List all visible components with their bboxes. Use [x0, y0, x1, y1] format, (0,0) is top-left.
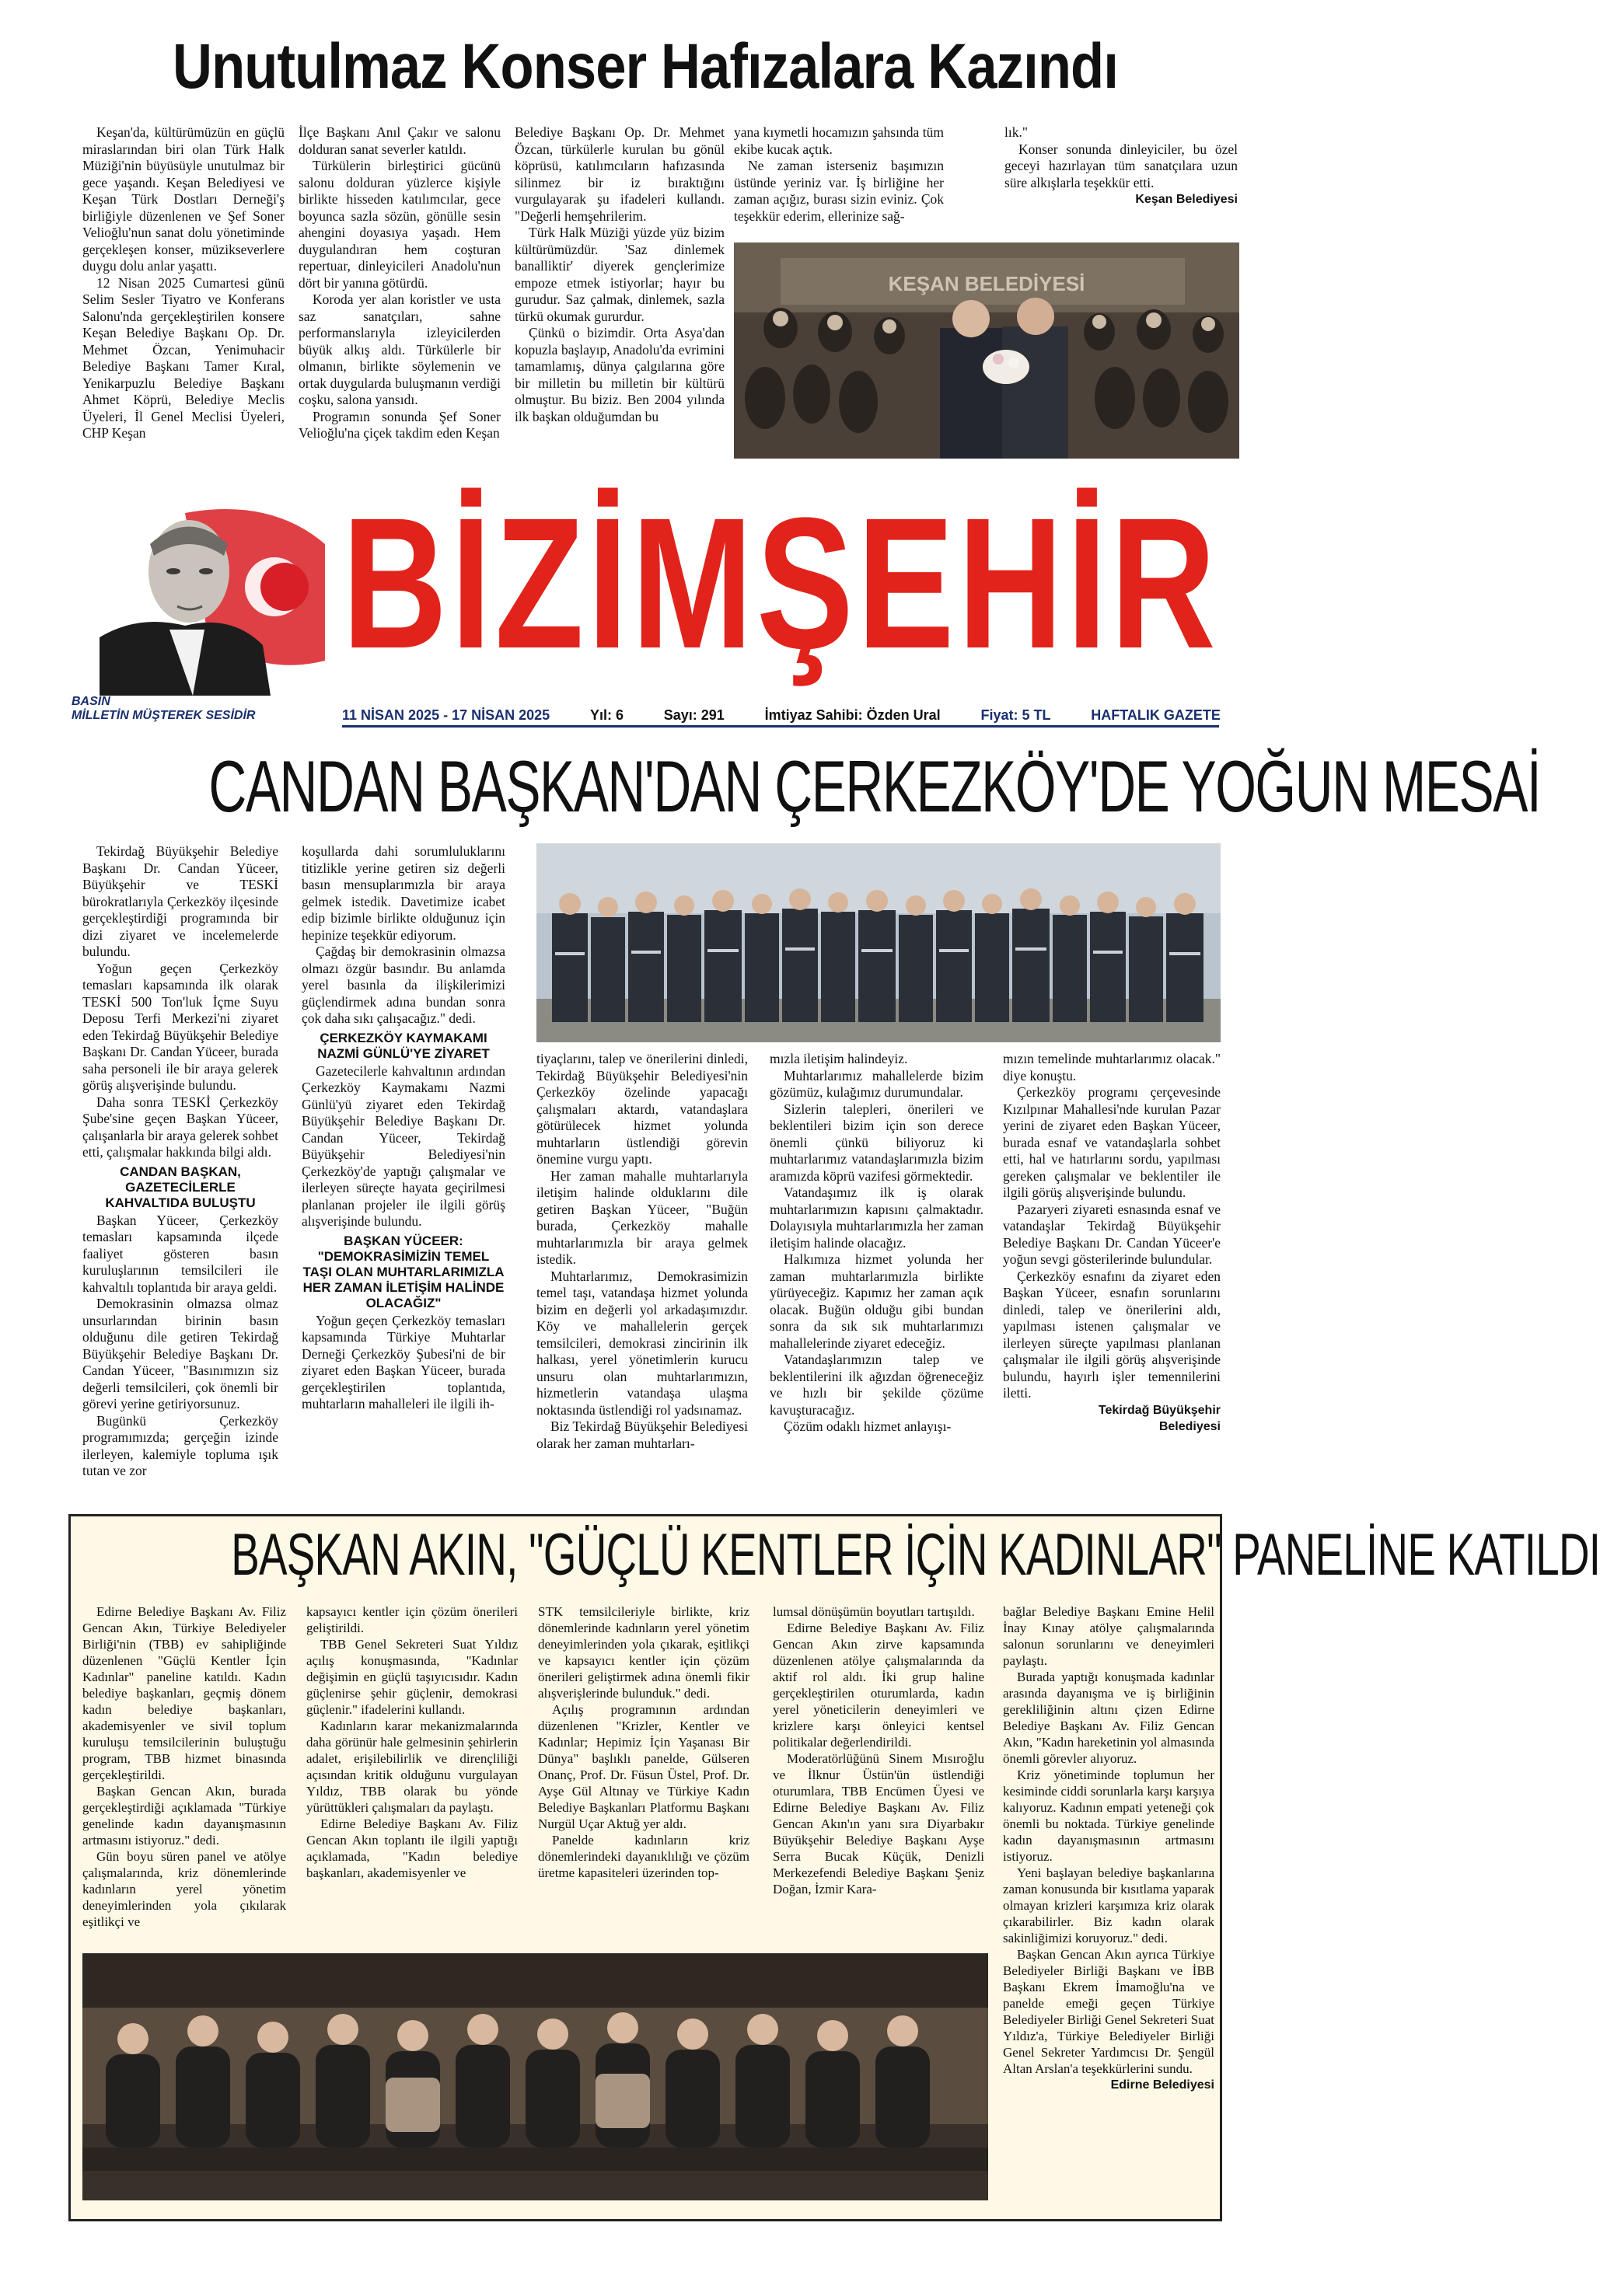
- bottom-headline: BAŞKAN AKIN, "GÜÇLÜ KENTLER İÇİN KADINLAR" PANELİNE KATILDI: [231, 1522, 1600, 1588]
- bottom-col3: STK temsilcileriyle birlikte, kriz dönemlerinde kadınların yerel yönetim deneyimlerinden yola çıkarak, eşitlikçi ve kapsayıcı kentler için çözüm önerileri geliştirmek adına önemli fikir alışverişlerinde bulunduk." dedi. Açılış programının ardından düzenlenen "Krizler, Kentler ve Kadınlar; Hepimiz İçin Yaşanası Bir Dünya" başlıklı panelde, Gülseren Onanç, Prof. Dr. Füsun Üstel, Prof. Dr. Ayşe Gül Altınay ve Türkiye Kadın Belediye Başkanları Platformu Başkanı Nurgül Uçar Aktuğ yer aldı. Panelde kadınların kriz dönemlerindeki dayanıklılığı ve çözüm üretme kapasiteleri üzerinden top-: [538, 1604, 749, 1880]
- main-subheading-1: CANDAN BAŞKAN, GAZETECİLERLE KAHVALTIDA BULUŞTU: [105, 1164, 256, 1210]
- publisher: İmtiyaz Sahibi: Özden Ural: [764, 707, 941, 723]
- group-photo-image: [536, 843, 1221, 1042]
- bottom-signature: Edirne Belediyesi: [1110, 2078, 1214, 2092]
- price: Fiyat: 5 TL: [980, 707, 1051, 723]
- motto-line1: BASIN: [72, 695, 110, 708]
- main-col4: mızla iletişim halindeyiz. Muhtarlarımız mahallelerde bizim gözümüz, kulağımız durumundalar. Sizlerin talepleri, önerileri ve beklentileri bizim için son derece önemli çünkü biliyoruz ki muhtarlarımız vatandaşlarımızla bizim aramızda köprü vazifesi görmektedir. Vatandaşımız ilk iş olarak muhtarlarımızın kapısını çalmaktadır. Dolayısıyla muhtarlarımızla her zaman iletişim halinde olacağız. Halkımıza hizmet yolunda her zaman muhtarlarımızla birlikte yürüyeceğiz. Kapımız her zaman açık olacak. Buğün olduğu gibi bundan sonra da sık sık muhtarlarımızı mahallelerinde ziyaret edeceğiz. Vatandaşlarımızın talep ve beklentilerini ilk ağızdan öğreneceğiz ve hızlı bir şekilde çözüme kavuşturacağız. Çözüm odaklı hizmet anlayışı-: [770, 1051, 983, 1434]
- masthead-title: BİZİMŞEHİR: [342, 479, 1220, 687]
- motto-line2: MİLLETİN MÜŞTEREK SESİDİR: [72, 709, 256, 722]
- bottom-col2: kapsayıcı kentler için çözüm önerileri geliştirildi. TBB Genel Sekreteri Suat Yıldız açılış konuşmasında, "Kadınlar değişimin en güçlü taşıyıcısıdır. Kadın güçlenirse şehir güçlenir, demokrasi güçlenir." ifadelerini kullandı. Kadınların karar mekanizmalarında daha görünür hale gelmesinin şehirlerin adalet, erişilebilirlik ve dirençliliği açısından kritik olduğunu vurgulayan Yıldız, TBB olarak bu yönde yürüttükleri çalışmaları da paylaştı. Edirne Belediye Başkanı Av. Filiz Gencan Akın toplantı ile ilgili yaptığı açıklamada, "Kadın belediye başkanları, akademisyenler ve: [306, 1604, 518, 1880]
- group-photo: [536, 843, 1221, 1042]
- concert-photo-image: [734, 243, 1239, 459]
- bottom-col1: Edirne Belediye Başkanı Av. Filiz Gencan Akın, Türkiye Belediyeler Birliği'nin (TBB) ev sahipliğinde düzenlenen "Güçlü Kentler İçin Kadınlar" paneline katıldı. Kadın belediye başkanları, geçmiş dönem kadın belediye başkanları, akademisyenler ve sivil toplum kuruluşu temsilcilerinin buluştuğu program, TBB hizmet binasında gerçekleştirildi. Başkan Gencan Akın, burada gerçekleştirdiği açıklamada "Türkiye genelinde kadın dayanışmasının artmasını istiyoruz." dedi. Gün boyu süren panel ve atölye çalışmalarında, kriz dönemlerinde kadınların yerel yönetim deneyimlerinden yola çıkılarak eşitlikçi ve: [82, 1604, 286, 1929]
- masthead-motto: [72, 695, 320, 723]
- main-subheading-3: BAŞKAN YÜCEER: "DEMOKRASİMİZİN TEMEL TAŞI OLAN MUHTARLARIMIZLA HER ZAMAN İLETİŞİM HALİNDE OLACAĞIZ": [302, 1233, 505, 1310]
- top-story-col5: lık." Konser sonunda dinleyiciler, bu özel geceyi hazırlayan tüm sanatçılara uzun süre alkışlarla teşekkür etti. Keşan Belediyesi: [1004, 124, 1238, 208]
- main-col2: koşullarda dahi sorumluluklarını titizlikle yerine getiren siz değerli basın mensuplarımızla bir araya gelmek istedik. Davetimize icabet edip bizimle birlikte olduğunuz için hepinize teşekkür ediyorum. Çağdaş bir demokrasinin olmazsa olmazı özgür basındır. Bu anlamda yerel basınla da ilişkilerimizi güçlendirmek adına bundan sonra çok daha sıkı çalışacağız." dedi. ÇERKEZKÖY KAYMAKAMI NAZMİ GÜNLÜ'YE ZİYARET Gazetecilerle kahvaltının ardından Çerkezköy Kaymakamı Nazmi Günlü'yü ziyaret eden Tekirdağ Büyükşehir Belediye Başkanı Dr. Candan Yüceer, Tekirdağ Büyükşehir Belediyesi'nin Çerkezköy'de yaptığı çalışmalar ve ilerleyen süreçte hayata geçirilmesi planlanan projeler ile ilgili görüş alışverişinde bulundu. BAŞKAN YÜCEER: "DEMOKRASİMİZİN TEMEL TAŞI OLAN MUHTARLARIMIZLA HER ZAMAN İLETİŞİM HALİNDE OLACAĞIZ" Yoğun geçen Çerkezköy temasları kapsamında Türkiye Muhtarlar Derneği Çerkezköy Şubesi'ni de bir ziyaret eden Başkan Yüceer, burada gerçekleştirilen toplantıda, muhtarların mahalleleri ile ilgili ih-: [302, 843, 505, 1411]
- main-signature-2: Belediyesi: [1158, 1420, 1221, 1433]
- main-headline: CANDAN BAŞKAN'DAN ÇERKEZKÖY'DE YOĞUN MESAİ: [208, 745, 1541, 827]
- issue-number: Sayı: 291: [663, 707, 725, 723]
- ataturk-portrait: [68, 482, 325, 696]
- top-story-signature: Keşan Belediyesi: [1135, 193, 1238, 206]
- main-subheading-2: ÇERKEZKÖY KAYMAKAMI NAZMİ GÜNLÜ'YE ZİYARET: [317, 1030, 490, 1061]
- top-story-col1: Keşan'da, kültürümüzün en güçlü miraslarından biri olan Türk Halk Müziği'nin büyüsüyle unutulmaz bir gece yaşandı. Keşan Belediyesi ve Keşan Türk Dostları Derneği'ş birliğiyle düzenlenen ve Şef Soner Velioğlu'nun sanat dolu yönetiminde gerçekleşen konser, müzikseverlere duygu dolu anlar yaşattı. 12 Nisan 2025 Cumartesi günü Selim Sesler Tiyatro ve Konferans Salonu'nda gerçekleştirilen konsere Keşan Belediye Başkanı Op. Dr. Mehmet Özcan, Yenimuhacir Belediye Başkanı Tamer Kıral, Yenikarpuzlu Belediye Başkanı Ahmet Köprü, Belediye Meclis Üyeleri, İl Genel Meclisi Üyeleri, CHP Keşan: [82, 124, 285, 441]
- top-headline: Unutulmaz Konser Hafızalara Kazındı: [173, 31, 1118, 102]
- bottom-col5: bağlar Belediye Başkanı Emine Helil İnay Kınay atölye çalışmalarında salonun sorunlarını ve deneyimleri paylaştı. Burada yaptığı konuşmada kadınlar arasında dayanışma ve iş birliğinin gerekliliğinin altını çizen Edirne Belediye Başkanı Av. Filiz Gencan Akın, "Kadın hareketinin yol almasında önemli görevler alıyoruz. Kriz yönetiminde toplumun her kesiminde ciddi sorunlarla karşı karşıya kalıyoruz. Kadının empati yeteneği çok önemli bu noktada. Türkiye genelinde kadın dayanışmasının artmasını istiyoruz. Yeni başlayan belediye başkanlarına zaman konusunda bir kısıtlama yaparak olmayan krizleri karşımıza kriz olarak çıkarabilirler. Biz kadın olarak sakinliğimizi koruyoruz." dedi. Başkan Gencan Akın ayrıca Türkiye Belediyeler Birliği Başkanı ve İBB Başkanı Ekrem İmamoğlu'na ve panelde emeği geçen Türkiye Belediyeler Birliği Genel Sekreteri Suat Yıldız'a, Türkiye Belediyeler Birliği Genel Sekreter Yardımcısı Dr. Şengül Altan Arslan'a teşekkürlerini sundu. Edirne Belediyesi: [1003, 1604, 1214, 2092]
- main-signature-1: Tekirdağ Büyükşehir: [1098, 1403, 1221, 1417]
- main-col1: Tekirdağ Büyükşehir Belediye Başkanı Dr. Candan Yüceer, Büyükşehir ve TESKİ bürokratlarıyla Çerkezköy ilçesinde gerçekleştirdiği programında bir dizi ziyaret ve incelemelerde bulundu. Yoğun geçen Çerkezköy temasları kapsamında ilk olarak TESKİ 500 Ton'luk İçme Suyu Deposu Terfi Merkezi'ni ziyaret eden Tekirdağ Büyükşehir Belediye Başkanı Dr. Candan Yüceer, burada saha personeli ile bir araya gelerek görüş alışverişinde bulundu. Daha sonra TESKİ Çerkezköy Şube'sine geçen Başkan Yüceer, çalışanlarla bir araya gelerek sohbet etti, çalışmalar hakkında bilgi aldı. CANDAN BAŞKAN, GAZETECİLERLE KAHVALTIDA BULUŞTU Başkan Yüceer, Çerkezköy temasları kapsamında ilçede faaliyet gösteren basın kuruluşlarının temsilcileri ile kahvaltılı toplantıda bir araya geldi. Demokrasinin olmazsa olmaz unsurlarından birinin basın olduğunu dile getiren Tekirdağ Büyükşehir Belediye Başkanı Dr. Candan Yüceer, "Basınımızın siz değerli temsilcileri, çok önemli bir görevi yerine getiriyorsunuz. Bugünkü Çerkezköy programımızda; gerçeğin izinde ilerleyen, kalemiyle topluma ışık tutan ve zor: [82, 843, 278, 1478]
- concert-photo: [734, 243, 1239, 459]
- ataturk-portrait-image: [68, 482, 325, 696]
- top-story-col4: yana kıymetli hocamızın şahsında tüm ekibe kucak açtık. Ne zaman isterseniz başımızın üstünde yeriniz var. İş birliğine her zaman açığız, burası sizin eviniz. Çok teşekkür ederim, ellerinize sağ-: [734, 124, 944, 224]
- masthead-infobar: [342, 707, 1221, 724]
- panel-photo-image: [82, 1953, 988, 2200]
- top-story-col3: Belediye Başkanı Op. Dr. Mehmet Özcan, türkülerle kurulan bu gönül köprüsü, katılımcıların hafızasında silinmez bir iz bıraktığını vurgulayarak şu ifadeleri kullandı. "Değerli hemşehrilerim. Türk Halk Müziği yüzde yüz bizim kültürümüzdür. 'Saz dinlemek banalliktir' diyerek gençlerimize empoze etmek istiyorlar; hayır bu gurudur. Saz çalmak, dinlemek, sazla türkü okumak gururdur. Çünkü o bizimdir. Orta Asya'dan kopuzla başlayıp, Anadolu'da evrimini tamamlamış, dünya çalgılarına göre bir milletin bu milletin bir kültürü olmuştur. Bu biziz. Ben 2004 yılında ilk başkan olduğumdan bu: [515, 124, 725, 424]
- main-col3: tiyaçlarını, talep ve önerilerini dinledi, Tekirdağ Büyükşehir Belediyesi'nin Çerkezköy özelinde yapacağı çalışmaları aktardı, vatandaşlara götürülecek hizmet yolunda muhtarların üstlendiği görevin önemine vurgu yaptı. Her zaman mahalle muhtarlarıyla iletişim halinde olduklarını dile getiren Başkan Yüceer, "Buğün burada, Çerkezköy mahalle muhtarlarımızla bir araya gelmek istedik. Muhtarlarımız, Demokrasimizin temel taşı, vatandaşa hizmet yolunda bizim en değerli yol arkadaşımızdır. Köy ve mahallelerin gerçek temsilcileri, demokrasi zincirinin ilk halkası, yerel yönetimlerin kurucu unsuru olan muhtarlarımızın, hizmetlerin vatandaşa ulaşma noktasında üstlendiği rol yadsınamaz. Biz Tekirdağ Büyükşehir Belediyesi olarak her zaman muhtarları-: [536, 1051, 748, 1451]
- panel-photo: [82, 1953, 988, 2200]
- issue-date: 11 NİSAN 2025 - 17 NİSAN 2025: [342, 707, 550, 723]
- masthead-rule: [342, 725, 1219, 728]
- top-story-col2: İlçe Başkanı Anıl Çakır ve salonu dolduran sanat severler katıldı. Türkülerin birleştirici gücünü salonu dolduran yüzlerce kişiyle birlikte hisseden katılımcılar, gece boyunca sazla sözün, gönülle sesin ahengini doyasıya yaşadı. Hem duygulandıran hem coşturan repertuar, dinleyicileri Anadolu'nun dört bir yanına götürdü. Koroda yer alan koristler ve usta saz sanatçıları, sahne performanslarıyla izleyicilerden büyük alkış aldı. Türkülerle bir olmanın, birlikte söylemenin ve ortak duygularda buluşmanın verdiği coşku, salona yansıdı. Programın sonunda Şef Soner Velioğlu'na çiçek takdim eden Keşan: [299, 124, 501, 441]
- photo-banner-text: KEŞAN BELEDİYESİ: [888, 272, 1085, 295]
- frequency: HAFTALIK GAZETE: [1091, 707, 1221, 723]
- bottom-col4: lumsal dönüşümün boyutları tartışıldı. Edirne Belediye Başkanı Av. Filiz Gencan Akın zirve kapsamında düzenlenen atölye çalışmalarında da aktif rol aldı. İki grup haline gerçekleştirilen oturumlarda, kadın yerel yöneticilerin deneyimleri ve krizlere karşı önleyici kentsel politikalar değerlendirildi. Moderatörlüğünü Sinem Mısıroğlu ve İlknur Üstün'ün üstlendiği oturumlara, TBB Encümen Üyesi ve Edirne Belediye Başkanı Av. Filiz Gencan Akın'ın yanı sıra Diyarbakır Büyükşehir Belediye Başkanı Ayşe Serra Bucak Küçük, Denizli Merkezefendi Belediye Başkanı Şeniz Doğan, İzmir Kara-: [773, 1604, 984, 1896]
- main-col5: mızın temelinde muhtarlarımız olacak." diye konuştu. Çerkezköy programı çerçevesinde Kızılpınar Mahallesi'nde kurulan Pazar yerini de ziyaret eden Başkan Yüceer, burada esnaf ve vatandaşlarla sohbet etti, hal ve hatırlarını sordu, yapılması gereken çalışmalar ve beklentiler ile ilgili görüş alışverişinde bulundu. Pazaryeri ziyareti esnasında esnaf ve vatandaşlar Tekirdağ Büyükşehir Belediye Başkanı Dr. Candan Yüceer'e yoğun sevgi gösterilerinde bulundular. Çerkezköy esnafını da ziyaret eden Başkan Yüceer, esnafın sorunlarını dinledi, talep ve önerilerini aldı, yapılması istenen çalışmalar ve ilerleyen süreçte yapılması planlanan çalışmalar ile ilgili görüş alışverişinde bulundu, hayırlı işler temennilerini iletti. Tekirdağ Büyükşehir Belediyesi: [1003, 1051, 1221, 1436]
- issue-year: Yıl: 6: [589, 707, 624, 723]
